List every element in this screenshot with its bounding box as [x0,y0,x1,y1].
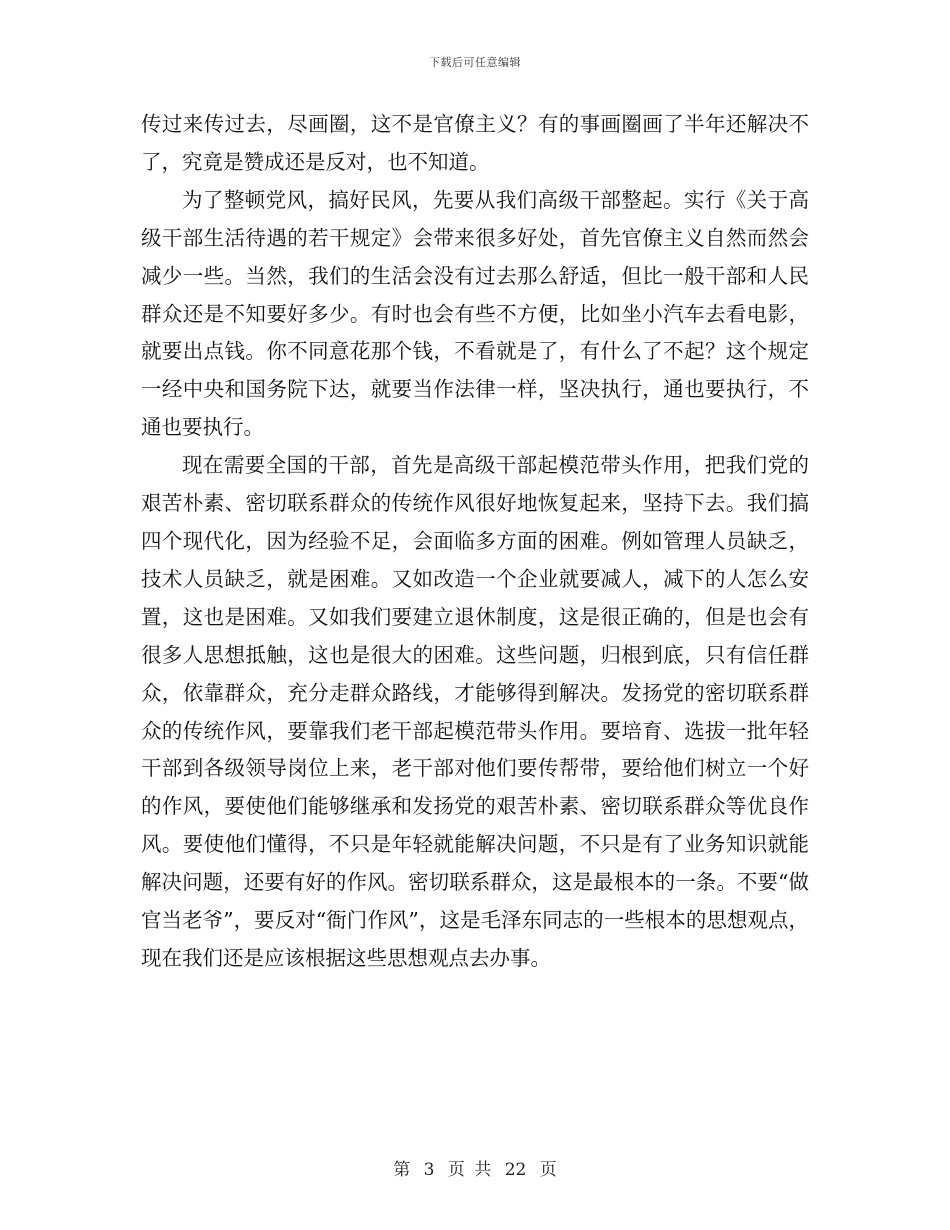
document-body [141,106,809,978]
footer-suffix: 页 [539,1160,557,1180]
current-page-number: 3 [423,1160,435,1180]
paragraph-3: 现在需要全国的干部，首先是高级干部起模范带头作用，把我们党的艰苦朴素、密切联系群众的传统作风很好地恢复起来，坚持下去。我们搞四个现代化，因为经验不足，会面临多方面的困难。例如管理人员缺乏，技术人员缺乏，就是困难。又如改造一个企业就要减人，减下的人怎么安置，这也是困难。又如我们要建立退休制度，这是很正确的，但是也会有很多人思想抵触，这也是很大的困难。这些问题，归根到底，只有信任群众，依靠群众，充分走群众路线，才能够得到解决。发扬党的密切联系群众的传统作风，要靠我们老干部起模范带头作用。要培育、选拔一批年轻干部到各级领导岗位上来，老干部对他们要传帮带，要给他们树立一个好的作风，要使他们能够继承和发扬党的艰苦朴素、密切联系群众等优良作风。要使他们懂得，不只是年轻就能解决问题，不只是有了业务知识就能解决问题，还要有好的作风。密切联系群众，这是最根本的一条。不要“做官当老爷”，要反对“衙门作风”，这是毛泽东同志的一些根本的思想观点，现在我们还是应该根据这些思想观点去办事。 [141,453,809,970]
footer-middle: 页 共 [447,1160,492,1180]
paragraph-2: 为了整顿党风，搞好民风，先要从我们高级干部整起。实行《关于高级干部生活待遇的若干规定》会带来很多好处，首先官僚主义自然而然会减少一些。当然，我们的生活会没有过去那么舒适，但比一般干部和人民群众还是不知要好多少。有时也会有些不方便，比如坐小汽车去看电影，就要出点钱。你不同意花那个钱，不看就是了，有什么了不起？这个规定一经中央和国务院下达，就要当作法律一样，坚决执行，通也要执行，不通也要执行。 [141,187,809,440]
page-footer [0,1155,950,1180]
footer-prefix: 第 [393,1160,411,1180]
total-pages-number: 22 [504,1160,527,1180]
page-header: 下载后可任意编辑 [429,56,521,69]
paragraph-1: 传过来传过去，尽画圈，这不是官僚主义？有的事画圈画了半年还解决不了，究竟是赞成还是反对，也不知道。 [141,112,809,174]
